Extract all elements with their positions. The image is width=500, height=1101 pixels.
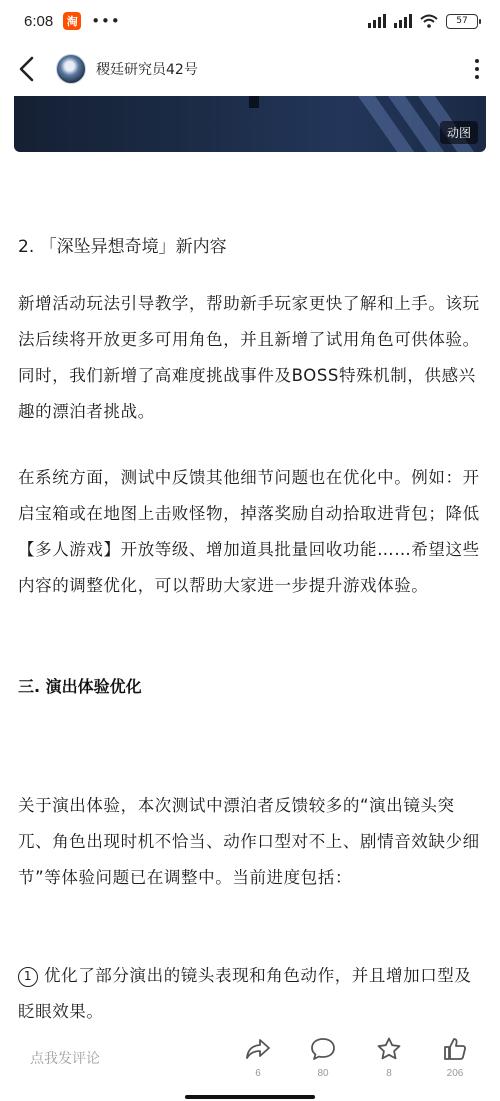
taobao-notification-icon: 淘	[63, 12, 81, 30]
comment-input[interactable]: 点我发评论	[30, 1051, 100, 1067]
favorite-count: 8	[386, 1068, 392, 1079]
author-name[interactable]: 稷廷研究员42号	[96, 62, 198, 78]
favorite-button[interactable]	[369, 1036, 409, 1079]
article-paragraph-1: 新增活动玩法引导教学，帮助新手玩家更快了解和上手。该玩法后续将开放更多可用角色，并且新增了试用角色可供体验。同时，我们新增了高难度挑战事件及BOSS特殊机制，供感兴趣的漂泊者挑战。	[18, 294, 480, 421]
section-3-title: 三. 演出体验优化	[18, 677, 142, 696]
more-options-icon[interactable]	[472, 59, 482, 79]
gif-badge: 动图	[440, 121, 478, 144]
section-2-title: 2. 「深坠异想奇境」新内容	[18, 237, 227, 257]
thumbs-up-icon	[442, 1036, 468, 1062]
share-icon	[245, 1036, 271, 1062]
like-count: 206	[446, 1068, 464, 1079]
article-header	[0, 42, 500, 96]
battery-icon: 57	[446, 14, 478, 29]
home-indicator[interactable]	[185, 1095, 315, 1099]
bottom-action-bar	[0, 1030, 500, 1101]
status-time: 6:08	[24, 12, 54, 30]
comment-icon	[310, 1036, 336, 1062]
status-bar	[0, 0, 500, 42]
list-item-1	[18, 958, 484, 1030]
share-count: 6	[255, 1068, 261, 1079]
star-icon	[376, 1036, 402, 1062]
circled-number: 1	[18, 967, 38, 987]
signal-icon-2	[394, 14, 412, 28]
comment-button[interactable]	[303, 1036, 343, 1079]
author-avatar[interactable]	[56, 54, 86, 84]
signal-icon	[368, 14, 386, 28]
article-gif-image[interactable]	[14, 96, 486, 152]
back-icon[interactable]	[18, 54, 48, 84]
like-button[interactable]	[435, 1036, 475, 1079]
article-paragraph-3: 关于演出体验，本次测试中漂泊者反馈较多的“演出镜头突兀、角色出现时机不恰当、动作口型对不上、剧情音效缺少细节”等体验问题已在调整中。当前进度包括：	[18, 796, 480, 887]
more-notifications-icon: •••	[91, 12, 121, 30]
comment-count: 80	[317, 1068, 329, 1079]
share-button[interactable]	[238, 1036, 278, 1079]
list-item-1-text: 优化了部分演出的镜头表现和角色动作，并且增加口型及眨眼效果。	[18, 966, 472, 1021]
wifi-icon	[420, 14, 438, 28]
article-paragraph-2: 在系统方面，测试中反馈其他细节问题也在优化中。例如：开启宝箱或在地图上击败怪物，掉落奖励自动拾取进背包；降低【多人游戏】开放等级、增加道具批量回收功能……希望这些内容的调整优化，可以帮助大家进一步提升游戏体验。	[18, 468, 480, 595]
